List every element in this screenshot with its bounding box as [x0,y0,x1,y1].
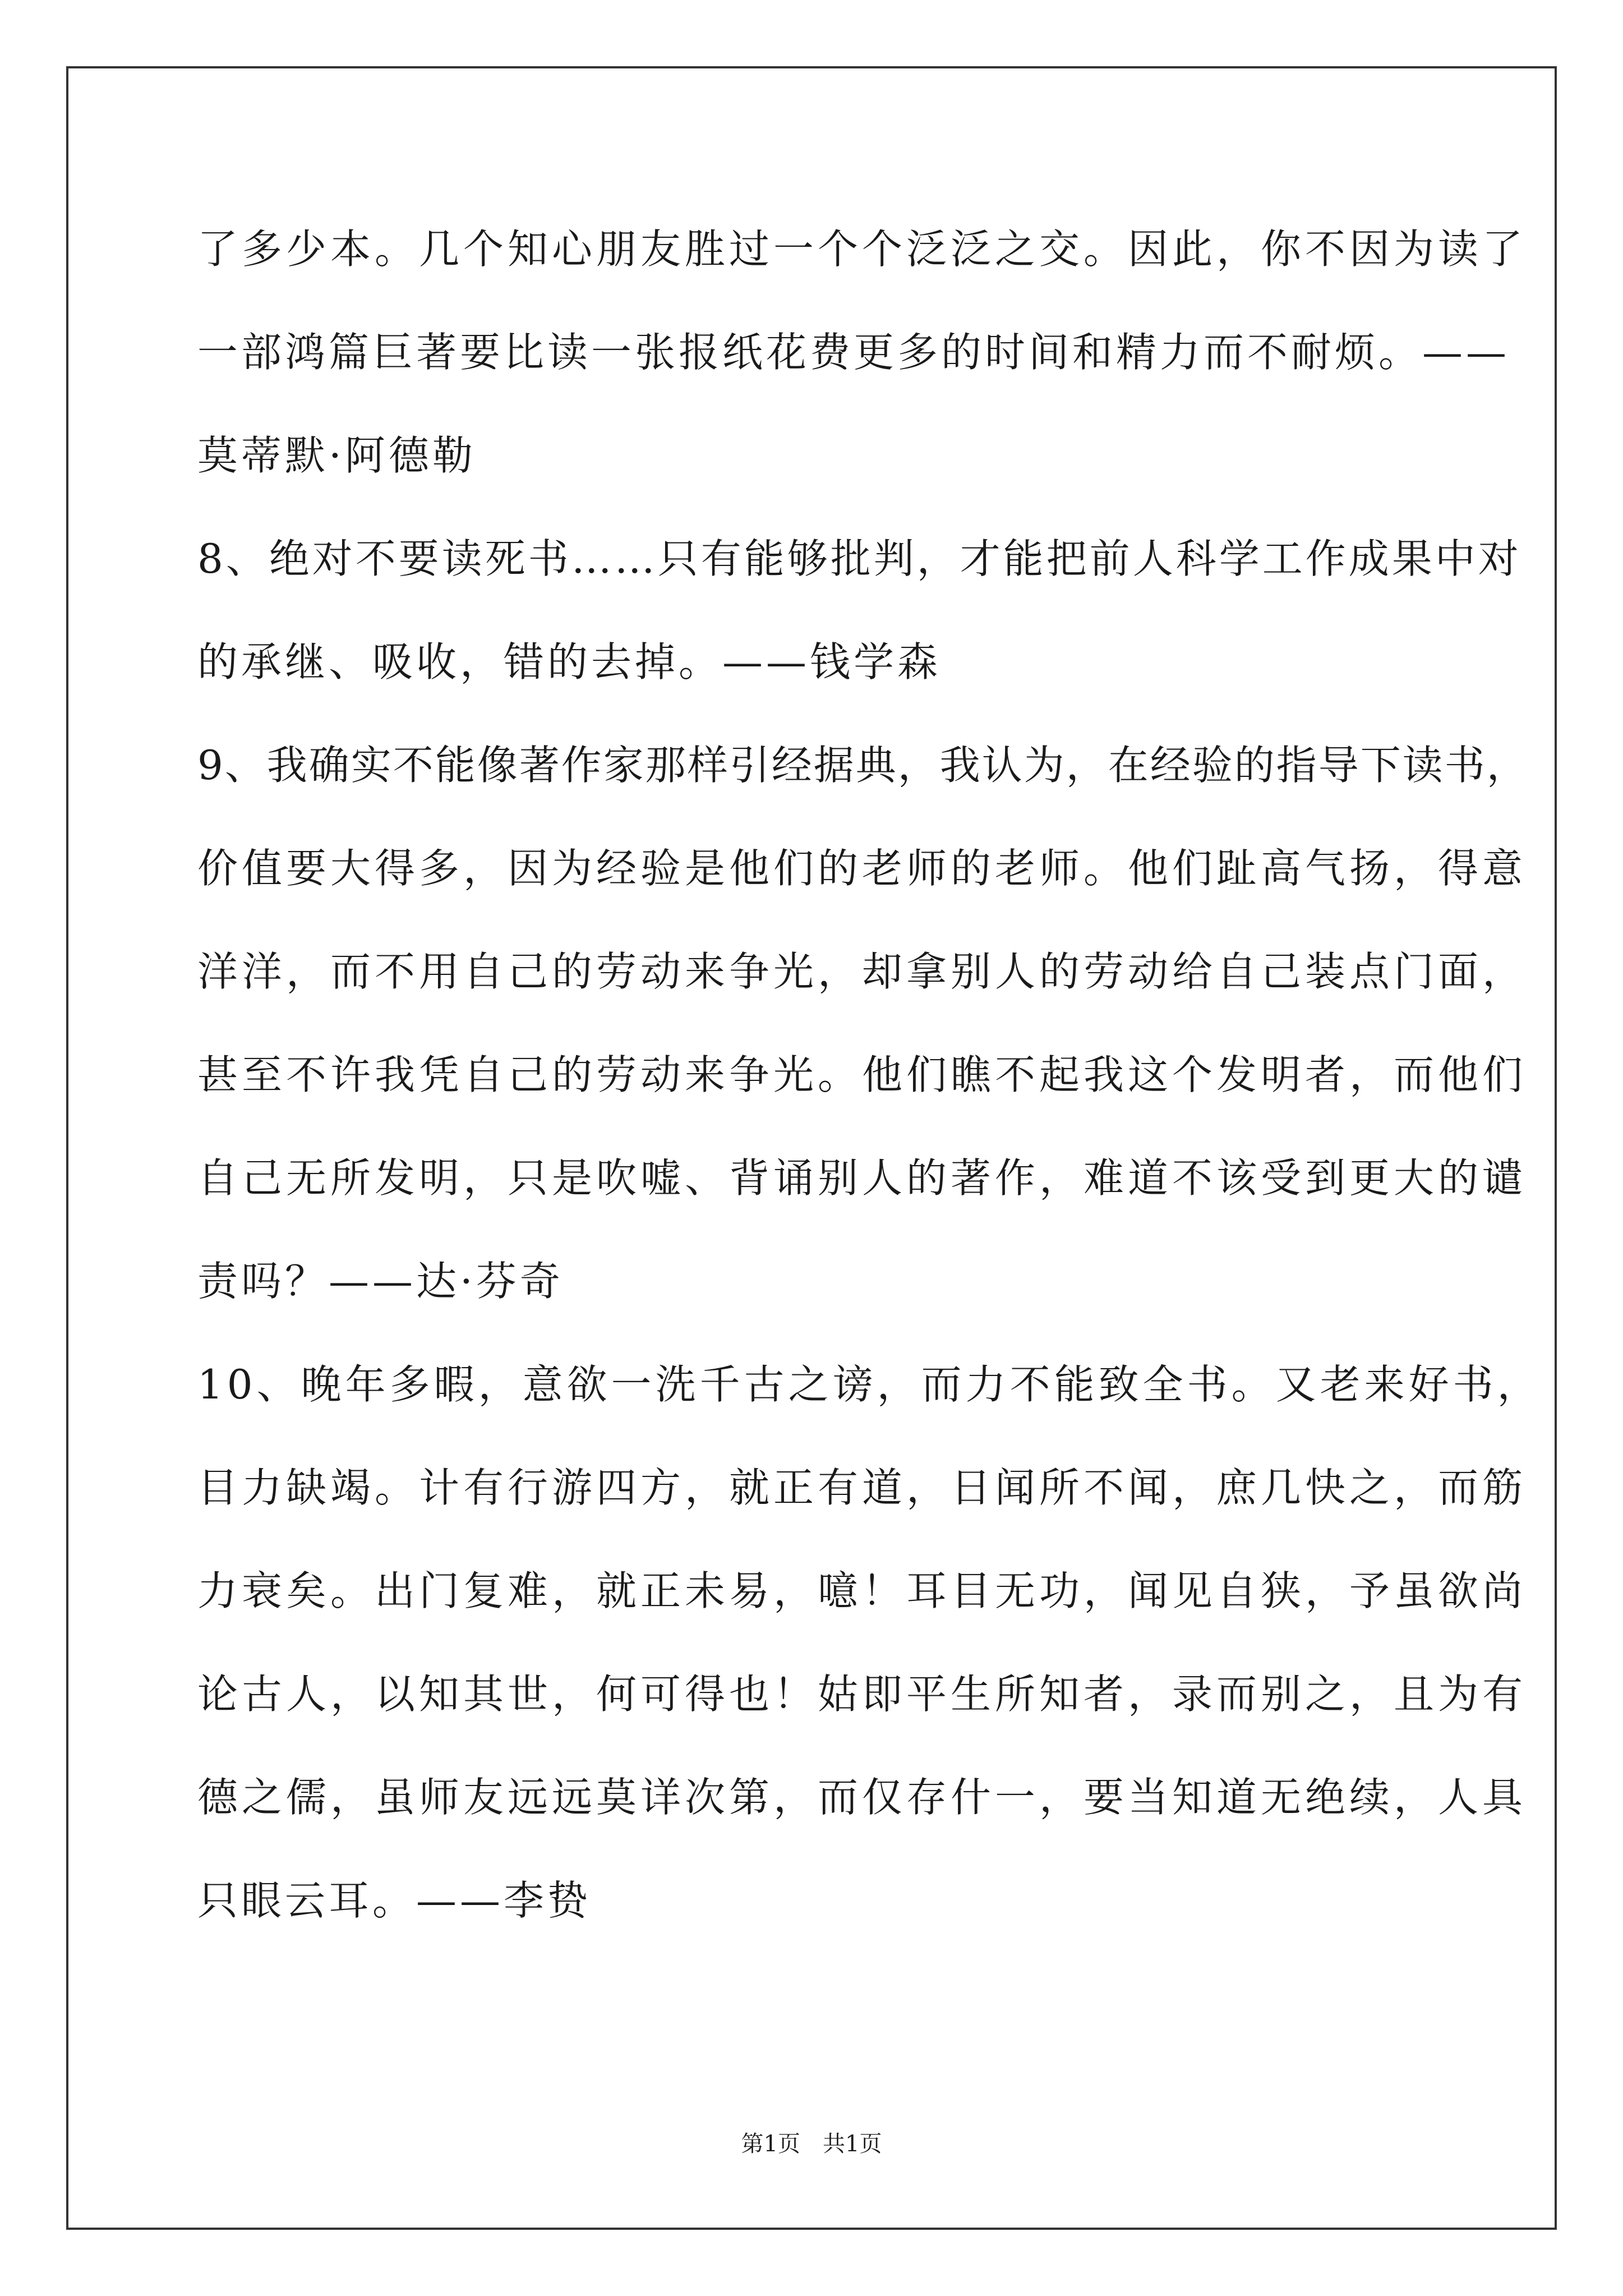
page-number: 第1页 共1页 [741,2131,882,2157]
text-line: 只眼云耳。——李贽 [197,1877,592,1924]
text-line: 莫蒂默·阿德勒 [197,432,476,479]
text-line: 责吗？——达·芬奇 [197,1258,564,1305]
text-line: 8、绝对不要读死书……只有能够批判，才能把前人科学工作成果中对 [197,535,1521,582]
text-line: 德之儒，虽师友远远莫详次第，而仅存什一，要当知道无绝续，人具 [197,1774,1527,1821]
text-line: 洋洋，而不用自己的劳动来争光，却拿别人的劳动给自己装点门面， [197,948,1527,995]
text-line: 目力缺竭。计有行游四方，就正有道，日闻所不闻，庶几快之，而筋 [197,1464,1527,1511]
text-line: 自己无所发明，只是吹嘘、背诵别人的著作，难道不该受到更大的谴 [197,1154,1527,1202]
text-line: 9、我确实不能像著作家那样引经据典，我认为，在经验的指导下读书， [197,742,1529,789]
text-line: 甚至不许我凭自己的劳动来争光。他们瞧不起我这个发明者，而他们 [197,1051,1527,1098]
text-line: 10、晚年多暇，意欲一洗千古之谤，而力不能致全书。又老来好书， [197,1361,1542,1408]
text-line: 的承继、吸收，错的去掉。——钱学森 [197,638,942,685]
text-line: 了多少本。几个知心朋友胜过一个个泛泛之交。因此，你不因为读了 [197,226,1527,273]
text-line: 力衰矣。出门复难，就正未易，噫！耳目无功，闻见自狭，予虽欲尚 [197,1567,1527,1614]
text-line: 价值要大得多，因为经验是他们的老师的老师。他们趾高气扬，得意 [197,845,1527,892]
text-line: 论古人，以知其世，何可得也！姑即平生所知者，录而别之，且为有 [197,1671,1527,1718]
text-line: 一部鸿篇巨著要比读一张报纸花费更多的时间和精力而不耐烦。—— [197,329,1510,376]
